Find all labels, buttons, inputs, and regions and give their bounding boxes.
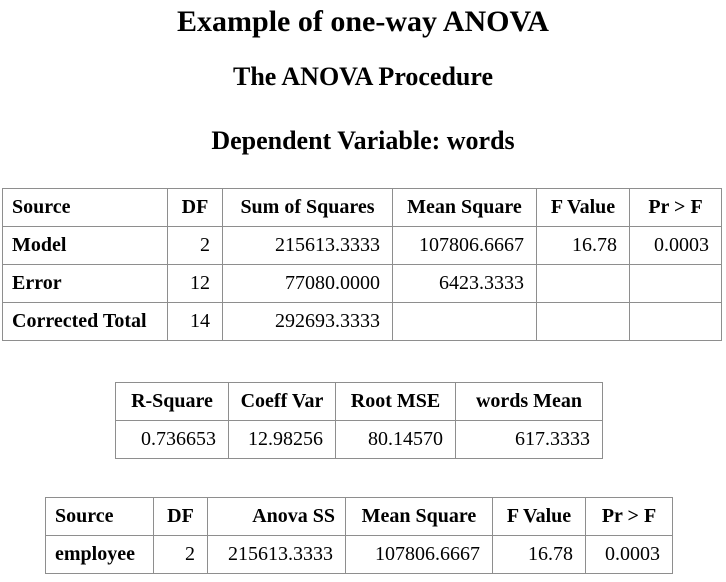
column-header-root-mse: Root MSE [336,383,456,421]
column-header-mean-square: Mean Square [346,498,493,536]
column-header-pr-f: Pr > F [630,189,722,227]
effect-header-row [46,498,673,536]
table-cell: employee [46,536,154,574]
column-header-pr-f: Pr > F [586,498,673,536]
effect-tests-table [45,497,673,574]
table-cell [537,265,630,303]
column-header-df: DF [154,498,208,536]
table-cell: 0.736653 [116,421,229,459]
table-row-employee [46,536,673,574]
table-cell: 215613.3333 [223,227,393,265]
table-cell: 6423.3333 [393,265,537,303]
table-cell [630,265,722,303]
column-header-anova-ss: Anova SS [208,498,346,536]
fit-statistics-table [115,382,603,459]
table-cell: 14 [168,303,223,341]
anova-table [2,188,722,341]
table-cell: 16.78 [493,536,586,574]
column-header-source: Source [46,498,154,536]
column-header-f-value: F Value [537,189,630,227]
table-cell: 16.78 [537,227,630,265]
column-header-words-mean: words Mean [456,383,603,421]
column-header-coeff-var: Coeff Var [229,383,336,421]
table-cell [630,303,722,341]
table-row-model [3,227,722,265]
table-cell: 12 [168,265,223,303]
procedure-title: The ANOVA Procedure [232,62,493,91]
column-header-mean-square: Mean Square [393,189,537,227]
fit-header-row [116,383,603,421]
column-header-source: Source [3,189,168,227]
table-cell: 2 [154,536,208,574]
table-row-corrected-total [3,303,722,341]
column-header-f-value: F Value [493,498,586,536]
table-cell: 77080.0000 [223,265,393,303]
column-header-sum-of-squares: Sum of Squares [223,189,393,227]
table-cell: 12.98256 [229,421,336,459]
column-header-df: DF [168,189,223,227]
anova-header-row [3,189,722,227]
fit-values-row [116,421,603,459]
table-cell: 292693.3333 [223,303,393,341]
table-cell [393,303,537,341]
table-cell: Corrected Total [3,303,168,341]
table-cell: 2 [168,227,223,265]
table-cell: Model [3,227,168,265]
table-row-error [3,265,722,303]
table-cell: 0.0003 [586,536,673,574]
table-cell: 80.14570 [336,421,456,459]
column-header-r-square: R-Square [116,383,229,421]
dependent-variable-title: Dependent Variable: words [211,126,515,155]
main-title: Example of one-way ANOVA [177,5,549,38]
table-cell: 107806.6667 [393,227,537,265]
table-cell: Error [3,265,168,303]
table-cell: 215613.3333 [208,536,346,574]
table-cell: 107806.6667 [346,536,493,574]
table-cell: 617.3333 [456,421,603,459]
table-cell: 0.0003 [630,227,722,265]
table-cell [537,303,630,341]
